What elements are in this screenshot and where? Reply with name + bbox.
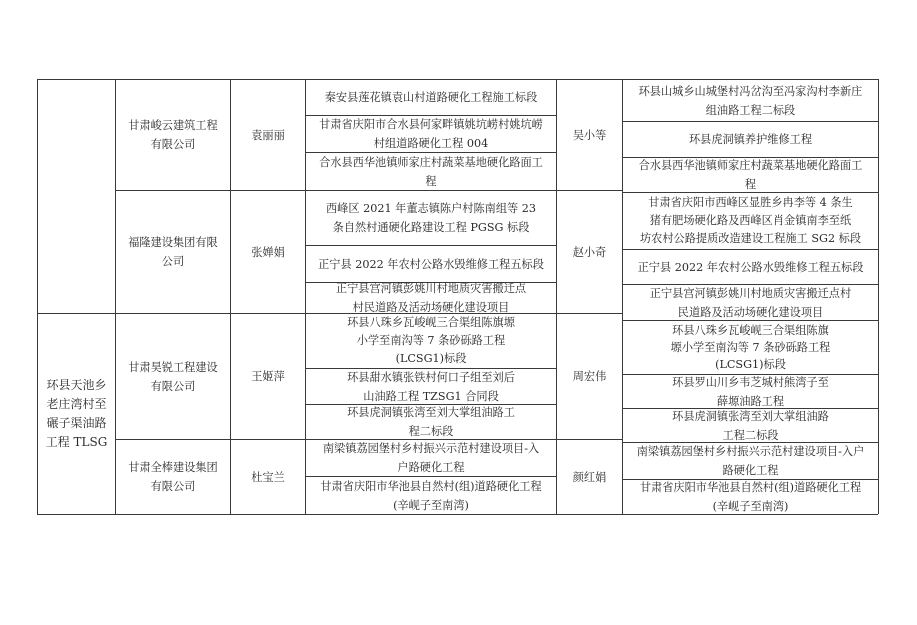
company-cell bbox=[116, 440, 230, 514]
contact-item bbox=[306, 246, 556, 282]
contact-item bbox=[306, 477, 556, 514]
person-cell bbox=[231, 80, 305, 190]
performance-item bbox=[623, 285, 878, 320]
performance-item bbox=[623, 158, 878, 192]
contact-item bbox=[306, 80, 556, 115]
performance-item bbox=[623, 321, 878, 374]
performance-item bbox=[623, 375, 878, 408]
performance-text: 环县山城乡山城堡村冯岔沟至冯家沟村李新庄 组油路工程二标段 bbox=[638, 84, 863, 117]
contact-item bbox=[306, 116, 556, 152]
engineer-cell bbox=[557, 80, 622, 190]
contact-text: 南梁镇荔园堡村乡村振兴示范村建设项目-入 户路硬化工程 bbox=[322, 442, 540, 474]
performance-item bbox=[623, 122, 878, 157]
performance-item bbox=[623, 409, 878, 442]
performance-text: 合水县西华池镇师家庄村蔬菜基地硬化路面工 程 bbox=[638, 159, 863, 191]
performance-text: 甘肃省庆阳市华池县自然村(组)道路硬化工程 (辛岘子至南湾) bbox=[639, 481, 862, 513]
contact-text: 正宁县宫河镇彭姚川村地质灾害搬迁点 村民道路及活动场硬化建设项目 bbox=[335, 282, 527, 314]
contact-item bbox=[306, 314, 556, 368]
performance-text: 正宁县 2022 年农村公路水毁维修工程五标段 bbox=[637, 260, 864, 274]
company-cell bbox=[116, 314, 230, 439]
project-name-cell bbox=[38, 314, 115, 514]
contact-text: 环县甜水镇张铁村何口子组至刘后 山油路工程 TZSG1 合同段 bbox=[347, 370, 515, 403]
engineer-cell bbox=[557, 440, 622, 514]
contact-text: 秦安县莲花镇袁山村道路硬化工程施工标段 bbox=[324, 91, 538, 104]
engineer-name: 赵小奇 bbox=[572, 245, 607, 259]
contact-item bbox=[306, 369, 556, 404]
person-name: 王姬萍 bbox=[251, 370, 285, 383]
contact-text: 环县虎洞镇张湾至刘大掌组油路工 程二标段 bbox=[347, 406, 515, 438]
engineer-name: 颜红娟 bbox=[572, 470, 607, 484]
company-name: 福隆建设集团有限 公司 bbox=[128, 236, 218, 268]
contact-item bbox=[306, 191, 556, 245]
contact-item bbox=[306, 440, 556, 476]
person-cell bbox=[231, 440, 305, 514]
contact-text: 合水县西华池镇师家庄村蔬菜基地硬化路面工 程 bbox=[319, 155, 543, 188]
person-cell bbox=[231, 191, 305, 313]
contact-text: 正宁县 2022 年农村公路水毁维修工程五标段 bbox=[318, 257, 544, 271]
performance-text: 南梁镇荔园堡村乡村振兴示范村建设项目-入户 路硬化工程 bbox=[636, 445, 865, 477]
company-cell bbox=[116, 80, 230, 190]
performance-text: 环县虎洞镇张湾至刘大掌组油路 工程二标段 bbox=[672, 409, 829, 442]
contact-item bbox=[306, 405, 556, 439]
person-cell bbox=[231, 314, 305, 439]
company-name: 甘肃全棒建设集团 有限公司 bbox=[128, 461, 218, 493]
contact-text: 甘肃省庆阳市合水县何家畔镇姚坑崂村姚坑崂 村组道路硬化工程 004 bbox=[319, 118, 543, 150]
company-name: 甘肃昊锐工程建设 有限公司 bbox=[128, 360, 218, 393]
contact-item bbox=[306, 283, 556, 313]
engineer-cell bbox=[557, 314, 622, 439]
performance-text: 正宁县宫河镇彭姚川村地质灾害搬迁点村 民道路及活动场硬化建设项目 bbox=[649, 286, 852, 319]
engineer-name: 吴小等 bbox=[572, 128, 607, 142]
engineer-cell bbox=[557, 191, 622, 313]
person-name: 杜宝兰 bbox=[251, 470, 285, 484]
person-name: 袁丽丽 bbox=[251, 128, 285, 142]
contact-text: 环县八珠乡瓦峻岘三合渠组陈旗塬 小学至南沟等 7 条砂砾路工程 (LCSG1)标段 bbox=[347, 316, 515, 365]
contact-text: 西峰区 2021 年董志镇陈户村陈南组等 23 条自然村通硬化路建设工程 PGSG 标段 bbox=[325, 202, 536, 234]
performance-text: 环县八珠乡瓦峻岘三合渠组陈旗 塬小学至南沟等 7 条砂砾路工程 (LCSG1)标段 bbox=[670, 324, 831, 371]
performance-text: 甘肃省庆阳市西峰区显胜乡冉李等 4 条生 猪有肥场硬化路及西峰区肖金镇南李至纸 坊农村公路提质改造建设工程施工 SG2 标段 bbox=[639, 196, 862, 245]
performance-item bbox=[623, 193, 878, 249]
performance-item bbox=[623, 480, 878, 514]
performance-text: 环县虎洞镇养护维修工程 bbox=[688, 133, 813, 146]
person-name: 张婵娟 bbox=[251, 245, 285, 259]
project-name: 环县天池乡 老庄湾村至 碾子渠油路 工程 TLSG bbox=[45, 378, 108, 449]
performance-text: 环县罗山川乡韦芝城村熊湾子至 薛塬油路工程 bbox=[672, 375, 829, 408]
performance-item bbox=[623, 443, 878, 479]
company-name: 甘肃峻云建筑工程 有限公司 bbox=[128, 119, 218, 151]
engineer-name: 周宏伟 bbox=[572, 370, 607, 383]
contact-item bbox=[306, 153, 556, 190]
performance-item bbox=[623, 250, 878, 284]
performance-item bbox=[623, 80, 878, 121]
company-cell bbox=[116, 191, 230, 313]
contact-text: 甘肃省庆阳市华池县自然村(组)道路硬化工程 (辛岘子至南湾) bbox=[320, 479, 542, 512]
